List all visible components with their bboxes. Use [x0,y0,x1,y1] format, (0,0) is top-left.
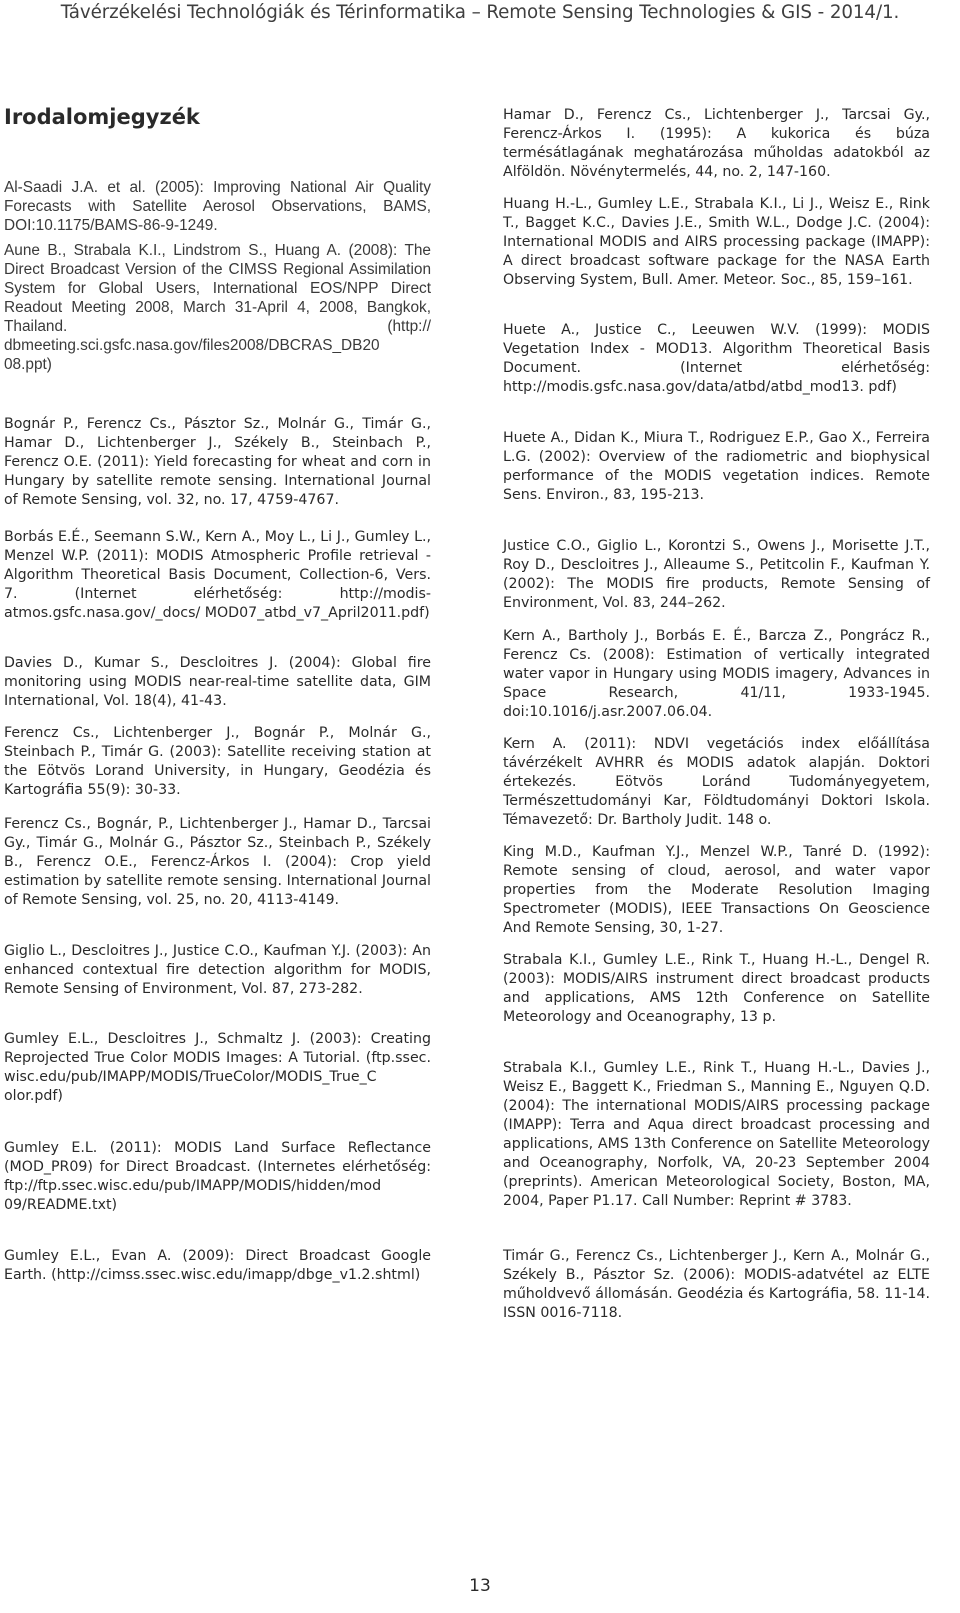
page-number: 13 [469,1576,491,1596]
section-heading: Irodalomjegyzék [4,105,200,129]
reference-entry: Justice C.O., Giglio L., Korontzi S., Owens J., Morisette J.T., Roy D., Descloitres J., Alleaume S., Petitcolin F., Kaufman Y. (2002): The MODIS fire products, Remote Sensing of Environment, Vol. 83, 244–262. [503,538,930,611]
reference-entry: Kern A., Bartholy J., Borbás E. É., Barcza Z., Pongrácz R., Ferencz Cs. (2008): Estimation of vertically integrated water vapor in Hungary using MODIS imagery, Advances in Space Research, 41/11, 1933-1945. doi:10.1016/j.asr.2007.06.04. [503,628,930,720]
reference-entry: Huete A., Justice C., Leeuwen W.V. (1999): MODIS Vegetation Index - MOD13. Algorithm Theoretical Basis Document. (Internet elérhetőség: http://modis.gsfc.nasa.gov/data/atbd/atbd_mod13. pdf) [503,322,930,395]
reference-entry: Gumley E.L., Evan A. (2009): Direct Broadcast Google Earth. (http://cimss.ssec.wisc.edu/imapp/dbge_v1.2.shtml) [4,1248,431,1283]
reference-entry: Al-Saadi J.A. et al. (2005): Improving National Air Quality Forecasts with Satellite Aerosol Observations, BAMS, DOI:10.1175/BAMS-86-9-1249. [4,179,431,234]
reference-entry: Gumley E.L. (2011): MODIS Land Surface Reflectance (MOD_PR09) for Direct Broadcast. (Internetes elérhetőség: ftp://ftp.ssec.wisc.edu/pub/IMAPP/MODIS/hidden/mod 09/README.txt) [4,1140,431,1213]
reference-entry: Davies D., Kumar S., Descloitres J. (2004): Global fire monitoring using MODIS near-real-time satellite data, GIM International, Vol. 18(4), 41-43. [4,655,431,709]
reference-entry: Borbás E.É., Seemann S.W., Kern A., Moy L., Li J., Gumley L., Menzel W.P. (2011): MODIS Atmospheric Profile retrieval - Algorithm Theoretical Basis Document, Collection-6, Vers. 7. (Internet elérhetőség: http://modis-atmos.gsfc.nasa.gov/_docs/ MOD07_atbd_v7_April2011.pdf) [4,529,431,621]
reference-entry: Strabala K.I., Gumley L.E., Rink T., Huang H.-L., Davies J., Weisz E., Baggett K., Friedman S., Manning E., Nguyen Q.D. (2004): The international MODIS/AIRS processing package (IMAPP): Terra and Aqua direct broadcast processing and applications, AMS 13th Conference on Satellite Meteorology and Oceanography, Norfolk, VA, 20-23 September 2004 (preprints). American Meteorological Society, Boston, MA, 2004, Paper P1.17. Call Number: Reprint # 3783. [503,1060,930,1209]
reference-entry: Ferencz Cs., Lichtenberger J., Bognár P., Molnár G., Steinbach P., Timár G. (2003): Satellite receiving station at the Eötvös Lorand University, in Hungary, Geodézia és Kartográfia 55(9): 30-33. [4,725,431,798]
reference-entry: Aune B., Strabala K.I., Lindstrom S., Huang A. (2008): The Direct Broadcast Version of the CIMSS Regional Assimilation System for Global Users, International EOS/NPP Direct Readout Meeting 2008, March 31-April 4, 2008, Bangkok, Thailand. (http:// dbmeeting.sci.gsfc.nasa.gov/files2008/DBCRAS_DB20 08.ppt) [4,242,431,373]
reference-entry: Huang H.-L., Gumley L.E., Strabala K.I., Li J., Weisz E., Rink T., Bagget K.C., Davies J.E., Smith W.L., Dodge J.C. (2004): International MODIS and AIRS processing package (IMAPP): A direct broadcast software package for the NASA Earth Observing System, Bull. Amer. Meteor. Soc., 85, 159–161. [503,196,930,288]
reference-entry: Strabala K.I., Gumley L.E., Rink T., Huang H.-L., Dengel R. (2003): MODIS/AIRS instrument direct broadcast products and applications, AMS 12th Conference on Satellite Meteorology and Oceanography, 13 p. [503,952,930,1025]
reference-entry: Kern A. (2011): NDVI vegetációs index előállítása távérzékelt AVHRR és MODIS adatok alapján. Doktori értekezés. Eötvös Loránd Tudományegyetem, Természettudományi Kar, Földtudományi Doktori Iskola. Témavezető: Dr. Bartholy Judit. 148 o. [503,736,930,828]
reference-entry: Ferencz Cs., Bognár, P., Lichtenberger J., Hamar D., Tarcsai Gy., Timár G., Molnár G., Pásztor Sz., Steinbach P., Székely B., Ferencz O.E., Ferencz-Árkos I. (2004): Crop yield estimation by satellite remote sensing. International Journal of Remote Sensing, vol. 25, no. 20, 4113-4149. [4,816,431,908]
reference-entry: Bognár P., Ferencz Cs., Pásztor Sz., Molnár G., Timár G., Hamar D., Lichtenberger J., Székely B., Steinbach P., Ferencz O.E. (2011): Yield forecasting for wheat and corn in Hungary by satellite remote sensing. International Journal of Remote Sensing, vol. 32, no. 17, 4759-4767. [4,416,431,508]
reference-entry: Giglio L., Descloitres J., Justice C.O., Kaufman Y.J. (2003): An enhanced contextual fire detection algorithm for MODIS, Remote Sensing of Environment, Vol. 87, 273-282. [4,943,431,997]
reference-entry: Huete A., Didan K., Miura T., Rodriguez E.P., Gao X., Ferreira L.G. (2002): Overview of the radiometric and biophysical performance of the MODIS vegetation indices. Remote Sens. Environ., 83, 195-213. [503,430,930,503]
reference-entry: Hamar D., Ferencz Cs., Lichtenberger J., Tarcsai Gy., Ferencz-Árkos I. (1995): A kukorica és búza termésátlagának meghatározása műholdas adatokból az Alföldön. Növénytermelés, 44, no. 2, 147-160. [503,107,930,180]
reference-entry: Gumley E.L., Descloitres J., Schmaltz J. (2003): Creating Reprojected True Color MODIS Images: A Tutorial. (ftp.ssec. wisc.edu/pub/IMAPP/MODIS/TrueColor/MODIS_True_C olor.pdf) [4,1031,431,1104]
reference-entry: King M.D., Kaufman Y.J., Menzel W.P., Tanré D. (1992): Remote sensing of cloud, aerosol, and water vapor properties from the Moderate Resolution Imaging Spectrometer (MODIS), IEEE Transactions On Geoscience And Remote Sensing, 30, 1-27. [503,844,930,936]
running-header: Távérzékelési Technológiák és Térinformatika – Remote Sensing Technologies & GIS - 2014/1. [60,2,900,23]
reference-entry: Timár G., Ferencz Cs., Lichtenberger J., Kern A., Molnár G., Székely B., Pásztor Sz. (2006): MODIS-adatvétel az ELTE műholdvevő állomásán. Geodézia és Kartográfia, 58. 11-14. ISSN 0016-7118. [503,1248,930,1321]
